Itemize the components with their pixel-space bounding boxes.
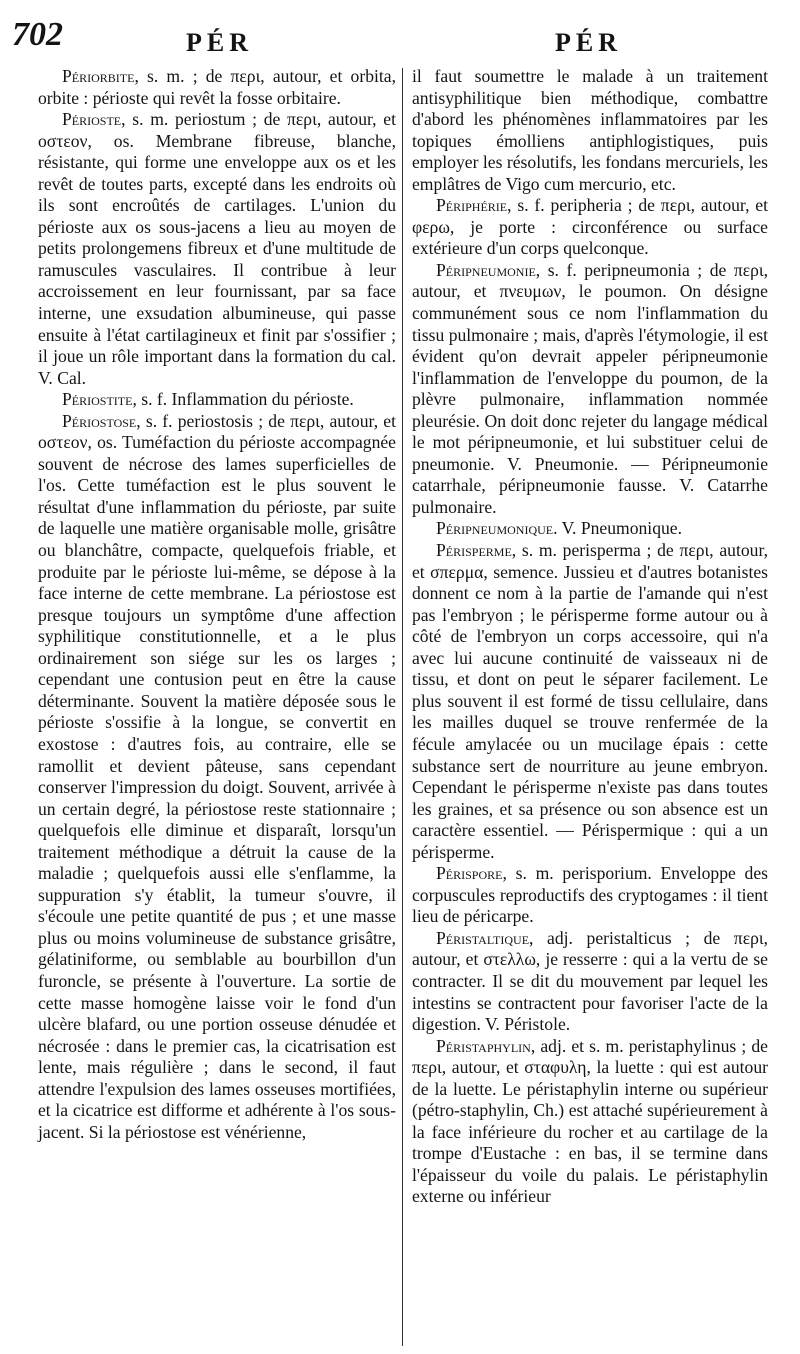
- entry-peristaltique: [412, 928, 768, 1036]
- headword: Périoste: [62, 109, 122, 130]
- page-number: 702: [12, 16, 63, 53]
- entry-text: , adj. peristalticus ; de περι, autour, et στελλω, je resserre : qui a la vertu de se contracter. Il se dit du mouvement par lequel les intestins se contractent pour favoriser l'acte de la digestion. V. Péristole.: [412, 927, 768, 1035]
- entry-text: . V. Pneumonique.: [553, 518, 682, 539]
- headword: Péripneumonie: [436, 259, 536, 280]
- left-column: [38, 66, 396, 1143]
- headword: Périsperme: [436, 540, 512, 561]
- entry-perispore: [412, 863, 768, 928]
- entry-continuation: [412, 66, 768, 195]
- entry-text: , s. m. ; de περι, autour, et orbita, orbite : périoste qui revêt la fosse orbitaire.: [38, 66, 396, 108]
- headword: Périphérie: [436, 195, 508, 216]
- headword: Périostite: [62, 389, 133, 410]
- entry-peristaphylin: [412, 1036, 768, 1208]
- entry-perisperme: [412, 540, 768, 863]
- entry-perioste: [38, 109, 396, 389]
- entry-text: , s. f. Inflammation du périoste.: [132, 389, 354, 410]
- headword: Périorbite: [62, 66, 135, 86]
- entry-text: , s. f. peripneumonia ; de περι, autour, et πνευμων, le poumon. On désigne communément sous ce nom l'inflammation du tissu pulmonaire ; mais, d'après l'étymologie, il est évident qu'on devrait appeler péripneumonie l'inflammation de l'enveloppe du poumon, de la plèvre pulmonaire, inflammation nommée pleurésie. On doit donc rejeter du langage médical le mot péripneumonie, et lui substituer celui de pneumonie. V. Pneumonie. — Péripneumonie catarrhale, péripneumonie fausse. V. Catarrhe pulmonaire.: [412, 259, 768, 517]
- headword: Péristaltique: [436, 927, 530, 948]
- column-divider: [402, 68, 403, 1346]
- entry-text: , adj. et s. m. peristaphylinus ; de περι, autour, et σταφυλη, la luette : qui est autour de la luette. Le péristaphylin interne ou supérieur (pétro-staphylin, Ch.) est attaché supérieurement à la face inférieure du rocher et au cartilage de la trompe d'Eustache : en bas, il se termine dans l'épaisseur du voile du palais. Le péristaphylin externe ou inférieur: [412, 1035, 768, 1207]
- entry-text: , s. m. perisperma ; de περι, autour, et σπερμα, semence. Jussieu et d'autres botanistes donnent ce nom à la partie de l'amande qui n'est pas l'embryon ; le périsperme forme autour ou à côté de l'embryon un corps accessoire, qui n'a avec lui aucune continuité de vaisseaux ni de tissu, et dont on peut le séparer facilement. Le plus souvent il est formé de tissu cellulaire, dans les mailles duquel se trouve renfermée de la fécule amylacée ou un mucilage épais : cette substance sert de nourriture au jeune embryon. Cependant le périsperme n'existe pas dans toutes les graines, et sa présence ou son absence est un caractère essentiel. — Périspermique : qui a un périsperme.: [412, 540, 768, 862]
- entry-text: il faut soumettre le malade à un traitement antisyphilitique bien méthodique, combattre d'abord les phénomènes inflammatoires par les topiques émolliens antiphlogistiques, puis employer les résolutifs, les fondans mercuriels, les emplâtres de Vigo cum mercurio, etc.: [412, 66, 768, 194]
- entry-periostose: [38, 411, 396, 1144]
- entry-text: , s. f. periostosis ; de περι, autour, et οστεον, os. Tuméfaction du périoste accompagnée souvent de nécrose des lames superficielles de l'os. Cette tuméfaction est le plus souvent le résultat d'une inflammation du périoste, par suite de laquelle une matière organisable molle, grisâtre ou blanchâtre, compacte, quelquefois friable, et produite par le périoste lui-même, se dépose à la face interne de cette membrane. La périostose est presque toujours un symptôme d'une affection syphilitique constitutionnelle, et a le plus ordinairement son siége sur les os larges ; cependant une contusion peut en être la cause déterminante. Souvent la matière déposée sous le périoste s'ossifie à la longue, se convertit en exostose : d'autres fois, au contraire, elle se ramollit et devient pâteuse, sans cependant conserver l'impression du doigt. Souvent, arrivée à un certain degré, la périostose reste stationnaire ; quelquefois elle diminue et disparaît, lorsqu'un traitement méthodique a détruit la cause de la maladie ; quelquefois aussi elle s'enflamme, la suppuration s'y établit, la tumeur s'ouvre, il s'écoule une petite quantité de pus ; et une masse plus ou moins volumineuse de substance grisâtre, gélatiniforme, ou semblable au bourbillon d'un furoncle, se présente à l'ouverture. La sortie de cette masse homogène laisse voir le fond d'un ulcère blafard, ou une portion osseuse dénudée et nécrosée : dans le premier cas, la cicatrisation est lente, mais régulière ; dans le second, il faut attendre l'expulsion des lames osseuses mortifiées, et la cicatrice est difforme et adhérente à l'os sous-jacent. Si la périostose est vénérienne,: [38, 410, 396, 1142]
- headword: Périspore: [436, 863, 503, 884]
- entry-periorbite: [38, 66, 396, 109]
- entry-text: , s. f. peripheria ; de περι, autour, et φερω, je porte : circonférence ou surface extérieure d'un corps quelconque.: [412, 195, 768, 259]
- headword: Péristaphylin: [436, 1035, 531, 1056]
- entry-text: , s. m. periostum ; de περι, autour, et οστεον, os. Membrane fibreuse, blanche, résistante, qui forme une enveloppe aux os et les revêt de toutes parts, excepté dans les endroits où ils sont encroûtés de cartilages. L'union du périoste aux os sous-jacens a lieu au moyen de petits prolongemens fibreux et d'une multitude de ramuscules vasculaires. Il contribue à leur accroissement en leur fournissant, par sa face interne, une exsudation albumineuse, qui passe ensuite à l'état cartilagineux et finit par s'ossifier ; il joue un rôle important dans la formation du cal. V. Cal.: [38, 109, 396, 388]
- entry-peripneumonique: [412, 518, 768, 540]
- right-column: [412, 66, 768, 1208]
- entry-peripherie: [412, 195, 768, 260]
- headword: Péripneumonique: [436, 518, 554, 539]
- entry-periostite: [38, 389, 396, 411]
- running-head-right: PÉR: [555, 28, 622, 57]
- entry-text: , s. m. perisporium. Enveloppe des corpuscules reproductifs des cryptogames : il tient lieu de péricarpe.: [412, 863, 768, 927]
- headword: Périostose: [62, 410, 137, 431]
- entry-peripneumonie: [412, 260, 768, 519]
- running-head-left: PÉR: [186, 28, 253, 57]
